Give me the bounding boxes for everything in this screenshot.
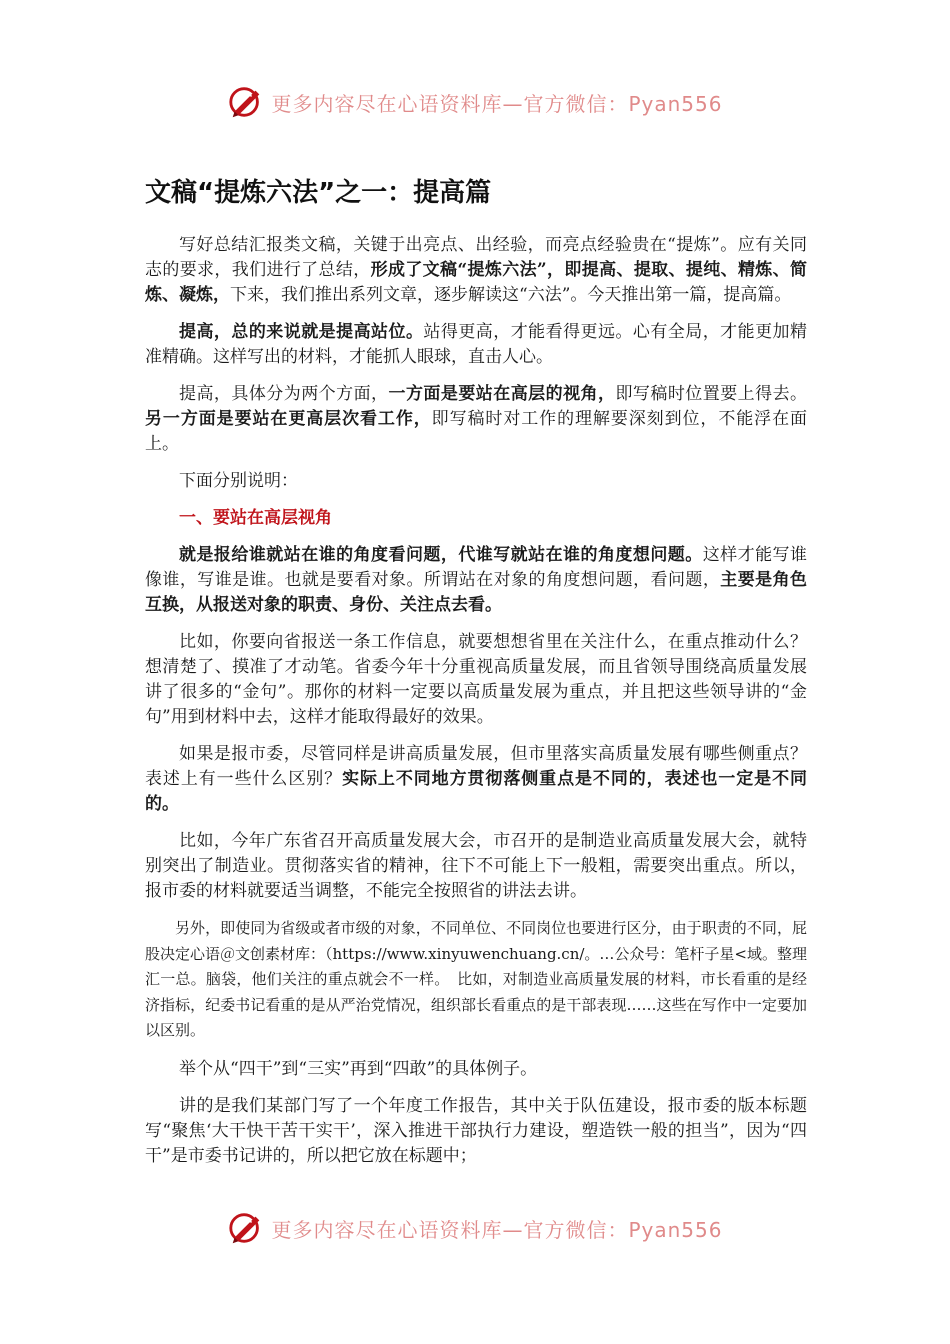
top-banner [0, 80, 950, 124]
article-title: 文稿“提炼六法”之一：提高篇 [145, 178, 492, 208]
paragraph-10: 举个从“四干”到“三实”再到“四敢”的具体例子。 [179, 1058, 538, 1079]
paragraph-4: 下面分别说明： [179, 471, 298, 491]
pen-logo-icon [227, 83, 265, 121]
bottom-banner [0, 1206, 950, 1250]
article [145, 172, 807, 1181]
paragraph-11: 讲的是我们某部门写了一个年度工作报告，其中关于队伍建设，报市委的版本标题写“聚焦‘大干快干苦干实干’，深入推进干部执行力建设，塑造铁一般的担当”，因为“四干”是市委书记讲的，所以把它放在标题中； [145, 1095, 807, 1166]
banner-text: 更多内容尽在心语资料库—官方微信：Pyan556 [271, 1217, 723, 1242]
paragraph-6: 比如，你要向省报送一条工作信息，就要想想省里在关注什么，在重点推动什么？想清楚了、摸准了才动笔。省委今年十分重视高质量发展，而且省领导围绕高质量发展讲了很多的“金句”。那你的材料一定要以高质量发展为重点，并且把这些领导讲的“金句”用到材料中去，这样才能取得最好的效果。 [145, 632, 807, 727]
paragraph-8: 比如，今年广东省召开高质量发展大会，市召开的是制造业高质量发展大会，就特别突出了制造业。贯彻落实省的精神，往下不可能上下一般粗，需要突出重点。所以，报市委的材料就要适当调整，不能完全按照省的讲法去讲。 [145, 831, 807, 901]
section-heading-1: 一、要站在高层视角 [179, 508, 332, 528]
paragraph-2: 提高，总的来说就是提高站位。站得更高，才能看得更远。心有全局，才能更加精准精确。这样写出的材料，才能抓人眼球，直击人心。 [145, 322, 808, 367]
pen-logo-icon [227, 1209, 265, 1247]
paragraph-5: 就是报给谁就站在谁的角度看问题，代谁写就站在谁的角度想问题。这样才能写谁像谁，写谁是谁。也就是要看对象。所谓站在对象的角度想问题，看问题，主要是角色互换，从报送对象的职责、身份、关注点去看。 [145, 545, 808, 615]
paragraph-intro: 写好总结汇报类文稿，关键于出亮点、出经验，而亮点经验贵在“提炼”。应有关同志的要求，我们进行了总结，形成了文稿“提炼六法”，即提高、提取、提纯、精炼、简炼、凝炼，下来，我们推出系列文章，逐步解读这“六法”。今天推出第一篇，提高篇。 [145, 235, 808, 305]
paragraph-9: 另外，即使同为省级或者市级的对象，不同单位、不同岗位也要进行区分，由于职责的不同，屁股决定心语＠文创素材库：（https://www.xinyuwenchuang.cn/。…公众号：笔杆子星<域。整理汇一总。脑袋，他们关注的重点就会不一样。 比如，对制造业高质量发展的材料，市长看重的是经济指标，纪委书记看重的是从严治党情况，组织部长看重点的是干部表现……这些在写作中一定要加以区别。 [145, 919, 807, 1039]
paragraph-7: 如果是报市委，尽管同样是讲高质量发展，但市里落实高质量发展有哪些侧重点？表述上有一些什么区别？实际上不同地方贯彻落侧重点是不同的，表述也一定是不同的。 [145, 744, 808, 814]
paragraph-3: 提高，具体分为两个方面，一方面是要站在高层的视角，即写稿时位置要上得去。另一方面是要站在更高层次看工作，即写稿时对工作的理解要深刻到位，不能浮在面上。 [145, 384, 808, 454]
banner-text: 更多内容尽在心语资料库—官方微信：Pyan556 [271, 91, 723, 116]
